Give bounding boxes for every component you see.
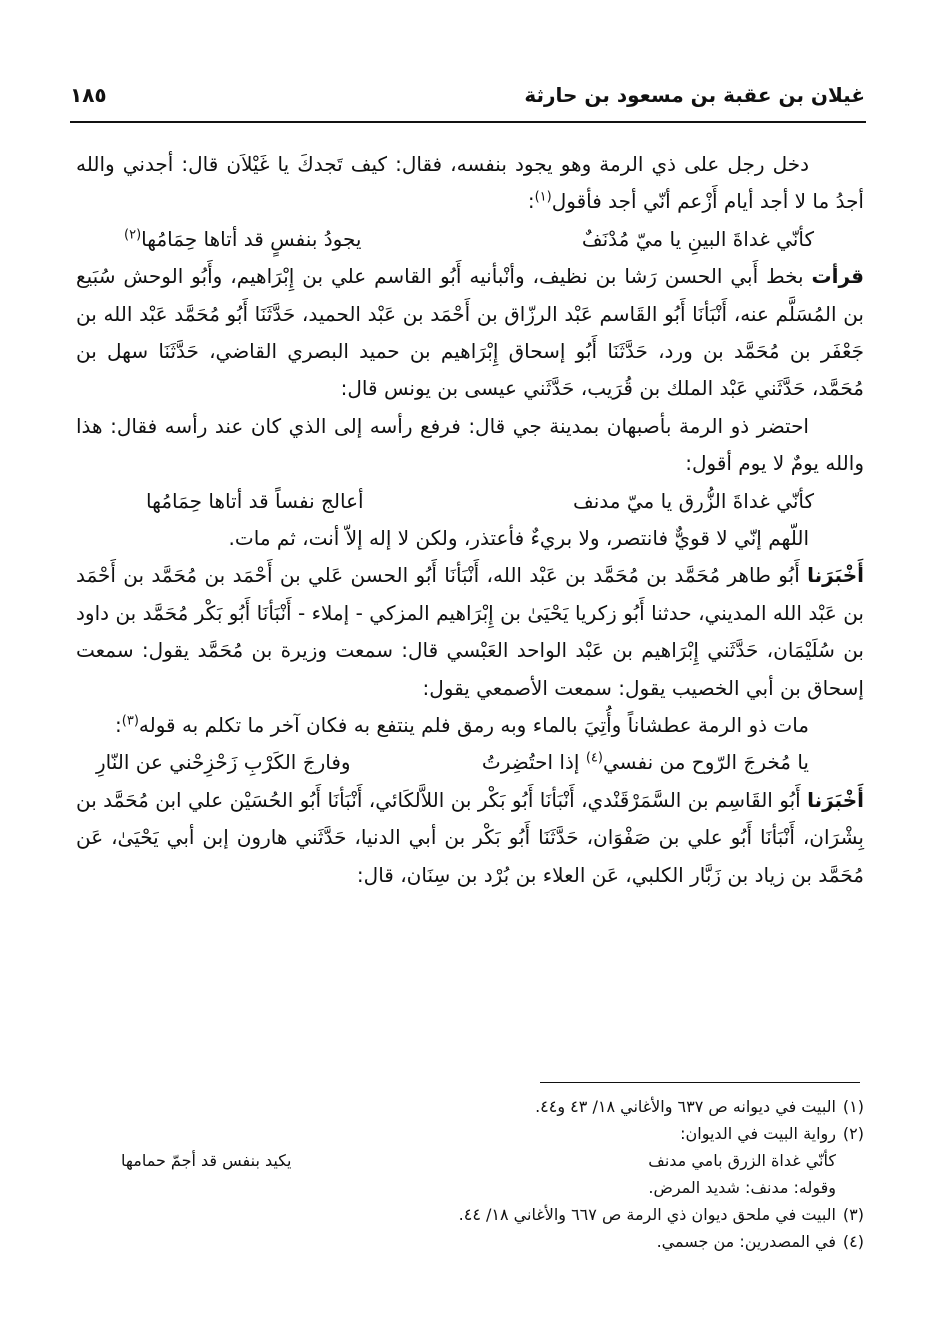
footnote-ref-4[interactable]: (٤) <box>585 750 603 766</box>
verse-2-first-hemistich: كأنّي غداةَ الزُّرق يا ميّ مدنف <box>572 488 814 513</box>
paragraph-6 <box>76 707 864 744</box>
footnote-3 <box>76 1201 864 1228</box>
footnote-ref-1[interactable]: (١) <box>534 189 552 205</box>
footnote-number: (٢) <box>842 1124 864 1143</box>
paragraph-3: احتضر ذو الرمة بأصبهان بمدينة جي قال: فرفع رأسه إلى الذي كان عند رأسه فقال: هذا والله يومٌ لا يوم أقول: <box>76 413 864 476</box>
verse-3-first-hemistich-text: يا مُخرجَ الرّوح من نفسي <box>602 750 809 775</box>
running-head-title: غيلان بن عقبة بن مسعود بن حارثة <box>524 83 865 107</box>
header-rule <box>70 121 866 123</box>
paragraph-6-text: مات ذو الرمة عطشاناً وأُتِيَ بالماء وبه رمق فلم ينتفع به فكان آخر ما تكلم به قوله <box>138 713 809 738</box>
footnote-number: (٤) <box>842 1232 864 1251</box>
footnote-2 <box>76 1120 864 1147</box>
verse-3-second-hemistich: وفارجَ الكَرْبِ زَحْزِحْني عن النّارِ <box>96 750 351 775</box>
paragraph-1-text: دخل رجل على ذي الرمة وهو يجود بنفسه، فقال: كيف تَجدكَ يا غَيْلاَن قال: أجدني والله أجدُ ما لا أجد أيام أَزْعم أنّي أجد فأقول <box>76 152 864 214</box>
verse-2-second-hemistich: أعالج نفساً قد أتاها حِمَامُها <box>146 488 364 513</box>
footnote-text: البيت في ديوانه ص ٦٣٧ والأغاني ١٨/ ٤٣ و٤٤. <box>535 1097 836 1116</box>
footnote-text: رواية البيت في الديوان: <box>680 1124 836 1143</box>
paragraph-5-lead: أَخْبَرَنا <box>807 563 864 588</box>
footnote-verse <box>76 1147 864 1174</box>
verse-1-second-hemistich <box>124 221 361 258</box>
paragraph-7-text: أَبُو القَاسِم بن السَّمَرْقَنْدي، أَنْبَأنَا أَبُو بَكْر بن اللاَّلكَائي، أَنْبَأنَا أَبُو الحُسَيْن علي ابن مُحَمَّد بن بِشْرَان، أَنْبَأنَا أَبُو علي بن صَفْوَان، حَدَّثَنَا أَبُو بَكْر بن أبي الدنيا، حَدَّثَني هارون إبن أبي يَحْيَىٰ، عَن مُحَمَّد بن زياد بن زَبَّار الكلبي، عَن العلاء بن بُرْد بن سِنَان، قال: <box>76 787 864 887</box>
verse-3-first-hemistich-end: إذا احتُضِرتُ <box>481 750 586 775</box>
running-head <box>70 74 865 116</box>
footnote-verse-first-hemistich: كأنّي غداة الزرق بامي مدنف <box>648 1151 836 1170</box>
paragraph-6-end: : <box>115 713 122 738</box>
verse-3-first-hemistich <box>482 744 809 781</box>
footnote-ref-2[interactable]: (٢) <box>124 227 142 243</box>
body-text <box>76 146 864 894</box>
footnote-ref-3[interactable]: (٣) <box>121 713 139 729</box>
verse-2 <box>76 483 864 520</box>
footnote-rule <box>540 1082 860 1083</box>
paragraph-7 <box>76 782 864 894</box>
footnote-number: (٣) <box>842 1205 864 1224</box>
verse-1-first-hemistich: كأنّي غداةَ البينِ يا ميّ مُدْنَفٌ <box>581 226 814 251</box>
paragraph-2-lead: قرأت <box>811 264 864 289</box>
footnote-gloss: وقوله: مدنف: شديد المرض. <box>648 1178 836 1197</box>
footnote-verse-second-hemistich: يكيد بنفس قد أجمّ حمامها <box>121 1151 292 1170</box>
verse-1-second-hemistich-text: يجودُ بنفسٍ قد أتاها حِمَامُها <box>141 226 362 251</box>
paragraph-2 <box>76 258 864 408</box>
footnote-4 <box>76 1228 864 1255</box>
paragraph-5 <box>76 557 864 707</box>
footnotes <box>76 1093 864 1255</box>
footnote-number: (١) <box>842 1097 864 1116</box>
verse-3 <box>76 744 864 781</box>
paragraph-5-text: أَبُو طاهر مُحَمَّد بن مُحَمَّد بن عَبْد الله، أَنْبَأنَا أَبُو الحسن عَلي بن أَحْمَد بن مُحَمَّد بن أَحْمَد بن عَبْد الله المديني، حدثنا أَبُو زكريا يَحْيَىٰ بن إِبْرَاهيم المزكي - إملاء - أَنْبَأنَا أَبُو بَكْر مُحَمَّد بن داود بن سُلَيْمَان، حَدَّثَني إِبْرَاهيم بن عَبْد الواحد العَبْسي قال: سمعت وزيرة بن مُحَمَّد يقول: سمعت إسحاق بن أبي الخصيب يقول: سمعت الأصمعي يقول: <box>76 563 864 700</box>
page-number: ١٨٥ <box>70 83 107 107</box>
paragraph-1 <box>76 146 864 221</box>
footnote-1 <box>76 1093 864 1120</box>
paragraph-7-lead: أَخْبَرَنا <box>807 787 864 812</box>
verse-1 <box>76 221 864 258</box>
footnote-text: في المصدرين: من جسمي. <box>656 1232 836 1251</box>
paragraph-2-text: بخط أَبي الحسن رَشا بن نظيف، وأنْبأنيه أَبُو القاسم علي بن إِبْرَاهيم، وأَبُو الوحش سُبَيع بن المُسَلَّم عنه، أَنْبَأنَا أَبُو القَاسم عَبْد الرزّاق بن أَحْمَد بن عَبْد الحميد، حَدَّثَنَا أَبُو مُحَمَّد عَبْد الله بن جَعْفَر بن مُحَمَّد بن ورد، حَدَّثَنَا أَبُو إسحاق إِبْرَاهيم بن حميد البصري القاضي، حَدَّثَنَا سهل بن مُحَمَّد، حَدَّثَني عَبْد الملك بن قُرَيب، حَدَّثَني عيسى بن يونس قال: <box>76 264 864 401</box>
paragraph-1-end: : <box>527 189 535 214</box>
footnote-text: البيت في ملحق ديوان ذي الرمة ص ٦٦٧ والأغاني ١٨/ ٤٤. <box>458 1205 836 1224</box>
paragraph-4: اللّهم إنّي لا قويٌّ فانتصر، ولا بريءٌ فأعتذر، ولكن لا إله إلاّ أنت، ثم مات. <box>228 526 809 551</box>
